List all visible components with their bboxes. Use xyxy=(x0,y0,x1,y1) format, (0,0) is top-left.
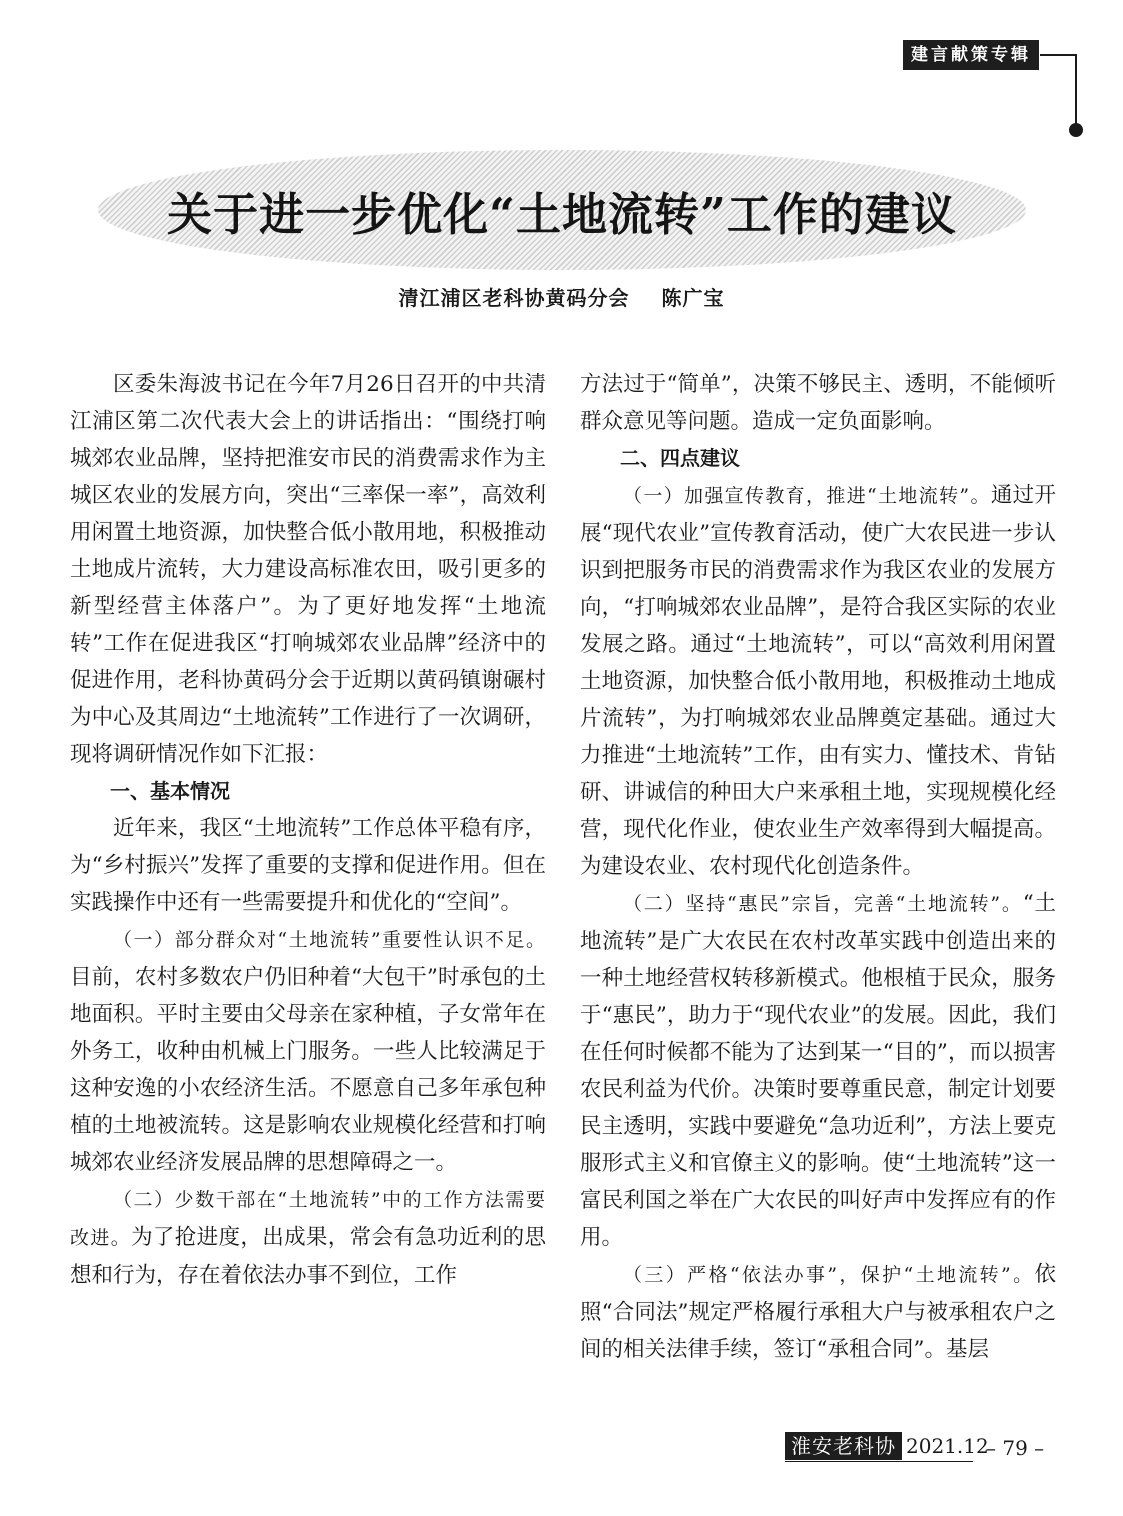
subsection-title: （二）少数干部在“土地流转”中的工作方法需要改进。 xyxy=(70,1189,546,1249)
section-tag: 建言献策专辑 xyxy=(903,40,1039,70)
header-dot xyxy=(1069,123,1083,137)
paragraph xyxy=(70,1181,546,1294)
section-heading: 二、四点建议 xyxy=(620,446,740,470)
paragraph-body: 通过开展“现代农业”宣传教育活动，使广大农民进一步认识到把服务市民的消费需求作为我区农业的发展方向，“打响城郊农业品牌”，是符合我区实际的农业发展之路。通过“土地流转”，可以“高效利用闲置土地资源，加快整合低小散用地，积极推动土地成片流转”，为打响城郊农业品牌奠定基础。通过大力推进“土地流转”工作，由有实力、懂技术、肯钻研、讲诚信的种田大户来承租土地，实现规模化经营，现代化作业，使农业生产效率得到大幅提高。为建设农业、农村现代化创造条件。 xyxy=(580,483,1056,879)
paragraph-body: 依照“合同法”规定严格履行承租大户与被承租农户之间的相关法律手续，签订“承租合同”。基层 xyxy=(580,1262,1056,1362)
section-heading: 一、基本情况 xyxy=(110,779,230,803)
paragraph: 近年来，我区“土地流转”工作总体平稳有序，为“乡村振兴”发挥了重要的支撑和促进作用。但在实践操作中还有一些需要提升和优化的“空间”。 xyxy=(70,816,546,915)
paragraph xyxy=(580,1256,1056,1368)
article-title: 关于进一步优化“土地流转”工作的建议 xyxy=(167,187,957,241)
subsection-title: （三）严格“依法办事”，保护“土地流转”。 xyxy=(623,1264,1035,1286)
paragraph: 区委朱海波书记在今年7月26日召开的中共清江浦区第二次代表大会上的讲话指出：“围绕打响城郊农业品牌，坚持把淮安市民的消费需求作为主城区农业的发展方向，突出“三率保一率”，高效利用闲置土地资源，加快整合低小散用地，积极推动土地成片流转，大力建设高标准农田，吸引更多的新型经营主体落户”。为了更好地发挥“土地流转”工作在促进我区“打响城郊农业品牌”经济中的促进作用，老科协黄码分会于近期以黄码镇谢碾村为中心及其周边“土地流转”工作进行了一次调研，现将调研情况作如下汇报： xyxy=(70,372,546,767)
page-number: – 79 – xyxy=(986,1436,1045,1460)
left-column xyxy=(70,366,546,1294)
magazine-name: 淮安老科协 xyxy=(785,1432,902,1460)
footer-rule xyxy=(785,1461,973,1462)
paragraph xyxy=(580,885,1056,1256)
header-rule-vertical xyxy=(1075,54,1077,126)
paragraph-body: “土地流转”是广大农民在农村改革实践中创造出来的一种土地经营权转移新模式。他根植于民众，服务于“惠民”，助力于“现代农业”的发展。因此，我们在任何时候都不能为了达到某一“目的”，而以损害农民利益为代价。决策时要尊重民意，制定计划要民主透明，实践中要避免“急功近利”，方法上要克服形式主义和官僚主义的影响。使“土地流转”这一富民利国之举在广大农民的叫好声中发挥应有的作用。 xyxy=(580,891,1056,1250)
subsection-title: （一）部分群众对“土地流转”重要性认识不足。 xyxy=(113,929,546,951)
header-rule-horizontal xyxy=(1040,54,1077,56)
paragraph xyxy=(70,921,546,1181)
subsection-title: （一）加强宣传教育，推进“土地流转”。 xyxy=(623,485,991,507)
paragraph xyxy=(580,477,1056,885)
issue-number: 2021.12 xyxy=(906,1434,989,1458)
right-column xyxy=(580,366,1056,1368)
author-organization: 清江浦区老科协黄码分会 xyxy=(398,286,630,310)
paragraph-body: 目前，农村多数农户仍旧种着“大包干”时承包的土地面积。平时主要由父母亲在家种植，子女常年在外务工，收种由机械上门服务。一些人比较满足于这种安逸的小农经济生活。不愿意自己多年承包种植的土地被流转。这是影响农业规模化经营和打响城郊农业经济发展品牌的思想障碍之一。 xyxy=(70,965,546,1175)
paragraph: 方法过于“简单”，决策不够民主、透明，不能倾听群众意见等问题。造成一定负面影响。 xyxy=(580,372,1056,434)
paragraph-body: 为了抢进度，出成果，常会有急功近利的思想和行为，存在着依法办事不到位，工作 xyxy=(70,1225,546,1288)
byline xyxy=(0,282,1123,311)
author-name: 陈广宝 xyxy=(661,286,725,310)
subsection-title: （二）坚持“惠民”宗旨，完善“土地流转”。 xyxy=(623,893,1023,915)
